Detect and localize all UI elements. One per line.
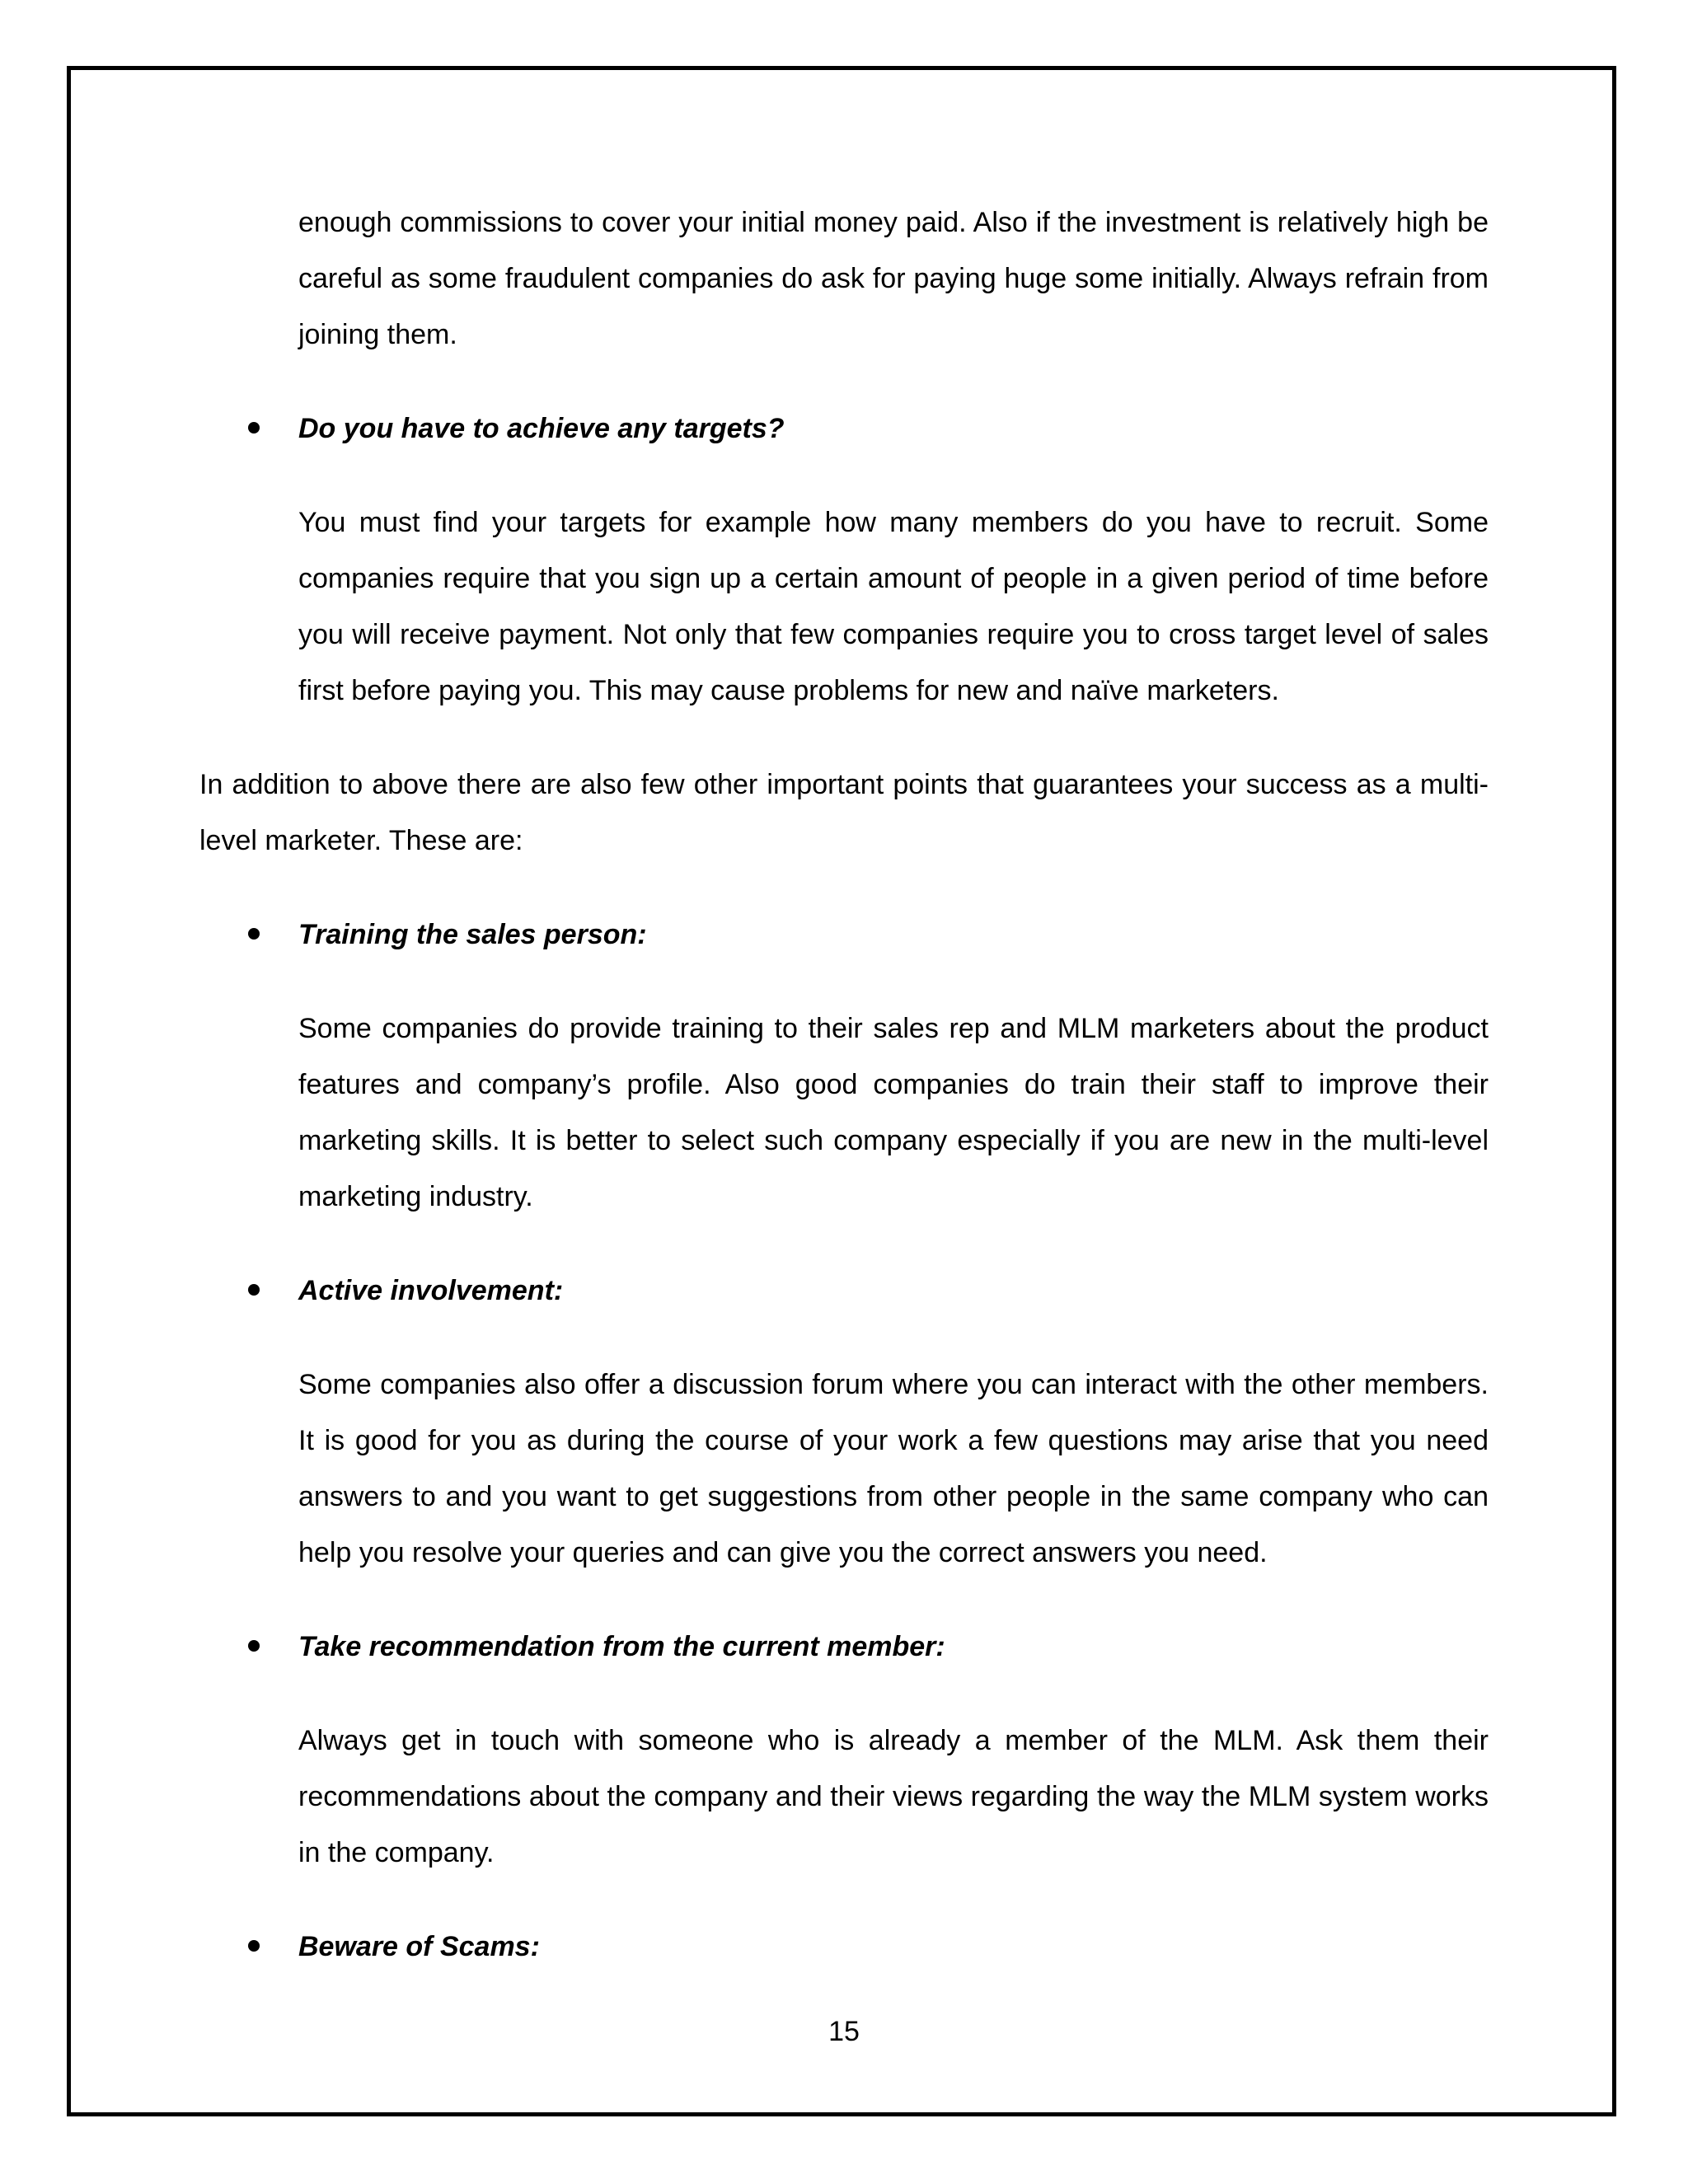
- bullet-icon: [248, 422, 260, 434]
- bullet-icon: [248, 1940, 260, 1952]
- document-body: [199, 194, 1489, 1975]
- bullet-icon: [248, 1284, 260, 1296]
- bullet-heading-involvement: [199, 1263, 1489, 1319]
- bullet-heading-label: Beware of Scams:: [298, 1931, 540, 1962]
- bullet-heading-recommendation: [199, 1619, 1489, 1675]
- bullet-heading-label: Training the sales person:: [298, 919, 647, 950]
- bullet-heading-label: Take recommendation from the current member:: [298, 1631, 945, 1662]
- bullet-icon: [248, 928, 260, 940]
- recommendation-paragraph: Always get in touch with someone who is already a member of the MLM. Ask them their recommendations about the company and their views regarding the way the MLM system works in the company.: [298, 1725, 1489, 1868]
- intro-continuation-paragraph: enough commissions to cover your initial money paid. Also if the investment is relatively high be careful as some fraudulent companies do ask for paying huge some initially. Always refrain from joining them.: [298, 207, 1489, 350]
- training-paragraph: Some companies do provide training to their sales rep and MLM marketers about the product features and company’s profile. Also good companies do train their staff to improve their marketing skills. It is better to select such company especially if you are new in the multi-level marketing industry.: [298, 1013, 1489, 1212]
- page-number: 15: [828, 2016, 860, 2047]
- involvement-paragraph: Some companies also offer a discussion forum where you can interact with the other members. It is good for you as during the course of your work a few questions may arise that you need answers to and you want to get suggestions from other people in the same company who can help you resolve your queries and can give you the correct answers you need.: [298, 1369, 1489, 1568]
- bullet-heading-training: [199, 907, 1489, 963]
- transition-paragraph: In addition to above there are also few other important points that guarantees your success as a multi-level marketer. These are:: [199, 769, 1489, 856]
- bullet-heading-label: Active involvement:: [298, 1275, 564, 1306]
- bullet-heading-targets: [199, 401, 1489, 457]
- bullet-icon: [248, 1640, 260, 1652]
- bullet-heading-label: Do you have to achieve any targets?: [298, 413, 785, 444]
- targets-paragraph: You must find your targets for example how many members do you have to recruit. Some companies require that you sign up a certain amount of people in a given period of time before you will receive payment. Not only that few companies require you to cross target level of sales first before paying you. This may cause problems for new and naïve marketers.: [298, 507, 1489, 706]
- bullet-heading-scams: [199, 1919, 1489, 1975]
